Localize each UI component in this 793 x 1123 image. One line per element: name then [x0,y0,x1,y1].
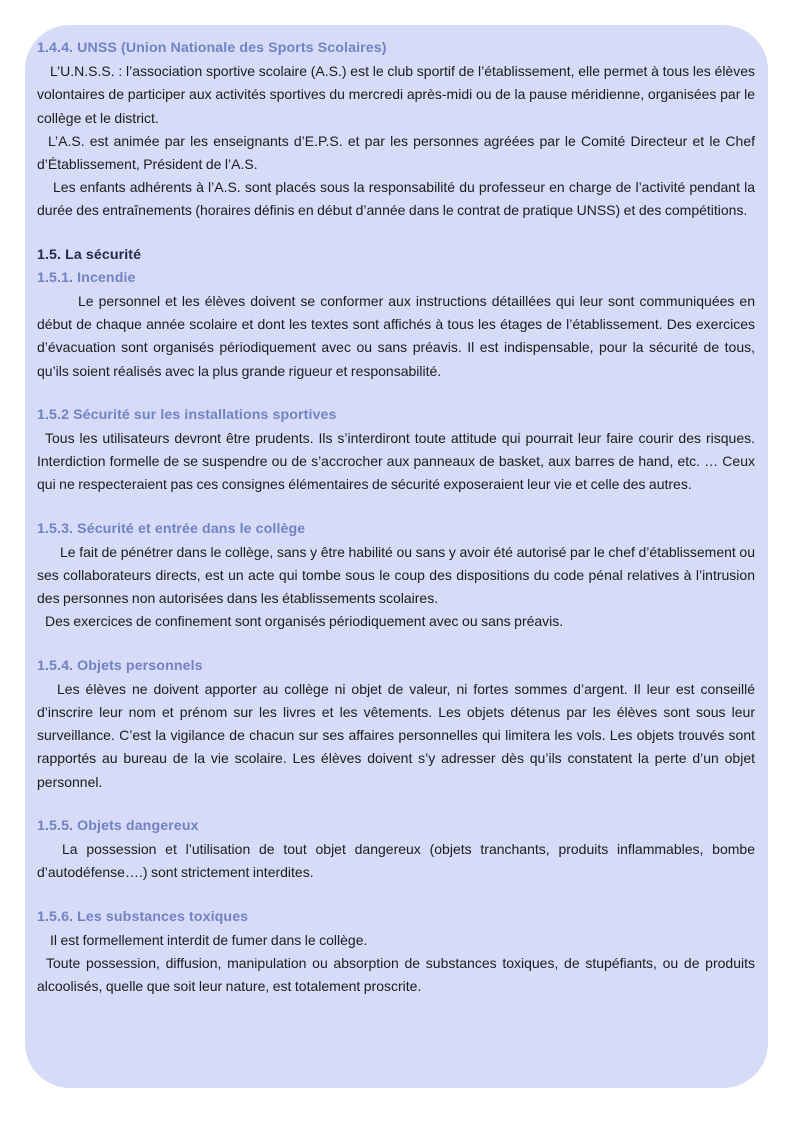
document-section [37,267,755,383]
section-heading: 1.5.1. Incendie [37,269,136,286]
document-section [37,815,755,885]
section-heading: 1.5.3. Sécurité et entrée dans le collège [37,520,306,537]
document-section [37,244,755,267]
document-section [37,655,755,794]
content-panel [25,25,768,1088]
section-heading: 1.5.5. Objets dangereux [37,817,199,834]
section-heading: 1.5.2 Sécurité sur les installations sportives [37,406,337,423]
document-section [37,37,755,223]
document-section [37,518,755,634]
section-heading: 1.5.4. Objets personnels [37,657,203,674]
section-heading: 1.5.6. Les substances toxiques [37,908,249,925]
paragraph: Des exercices de confinement sont organisés périodiquement avec ou sans préavis. [45,613,564,630]
document-section [37,404,755,497]
paragraph: Il est formellement interdit de fumer dans le collège. [50,931,368,948]
paragraph: Tous les utilisateurs devront être prudents. Ils s’interdiront toute attitude qui pourrait leur faire courir des risques. Interdiction formelle de se suspendre ou de s’accrocher aux panneaux de basket, aux barres de hand, etc. … Ceux qui ne respecteraient pas ces consignes élémentaires de sécurité exposeraient leur vie et celle des autres. [37,430,755,493]
paragraph: La possession et l’utilisation de tout objet dangereux (objets tranchants, produits inflammables, bombe d’autodéfense….) sont strictement interdites. [37,841,755,881]
paragraph: L’A.S. est animée par les enseignants d’E.P.S. et par les personnes agréées par le Comité Directeur et le Chef d’Établissement, Président de l’A.S. [37,132,755,173]
paragraph: Les enfants adhérents à l’A.S. sont placés sous la responsabilité du professeur en charge de l’activité pendant la durée des entraînements (horaires définis en début d’année dans le contrat de pratique UNSS) et des compétitions. [37,179,755,219]
paragraph: L’U.N.S.S. : l’association sportive scolaire (A.S.) est le club sportif de l’établissement, elle permet à tous les élèves volontaires de participer aux activités sportives du mercredi après-midi ou de la pause méridienne, organisées par le collège et le district. [37,63,755,126]
section-heading: 1.5. La sécurité [37,246,142,263]
paragraph: Les élèves ne doivent apporter au collège ni objet de valeur, ni fortes sommes d’argent. Il leur est conseillé d’inscrire leur nom et prénom sur les livres et les vêtements. Les objets détenus par les élèves sont sous leur surveillance. C’est la vigilance de chacun sur ses affaires personnelles qui limitera les vols. Les objets trouvés sont rapportés au bureau de la vie scolaire. Les élèves doivent s’y adresser dès qu’ils constatent la perte d’un objet personnel. [37,680,755,790]
section-heading: 1.4.4. UNSS (Union Nationale des Sports Scolaires) [37,40,387,56]
document-section [37,906,755,999]
paragraph: Toute possession, diffusion, manipulation ou absorption de substances toxiques, de stupéfiants, ou de produits alcoolisés, quelle que soit leur nature, est totalement proscrite. [37,954,755,995]
paragraph: Le fait de pénétrer dans le collège, sans y être habilité ou sans y avoir été autorisé par le chef d’établissement ou ses collaborateurs directs, est un acte qui tombe sous le coup des dispositions du code pénal relatives à l’intrusion des personnes non autorisées dans les établissements scolaires. [37,543,755,607]
paragraph: Le personnel et les élèves doivent se conformer aux instructions détaillées qui leur sont communiquées en début de chaque année scolaire et dont les textes sont affichés à tous les étages de l’établissement. Des exercices d’évacuation sont organisés périodiquement avec ou sans préavis. Il est indispensable, pour la sécurité de tous, qu’ils soient réalisés avec la plus grande rigueur et responsabilité. [37,293,755,379]
